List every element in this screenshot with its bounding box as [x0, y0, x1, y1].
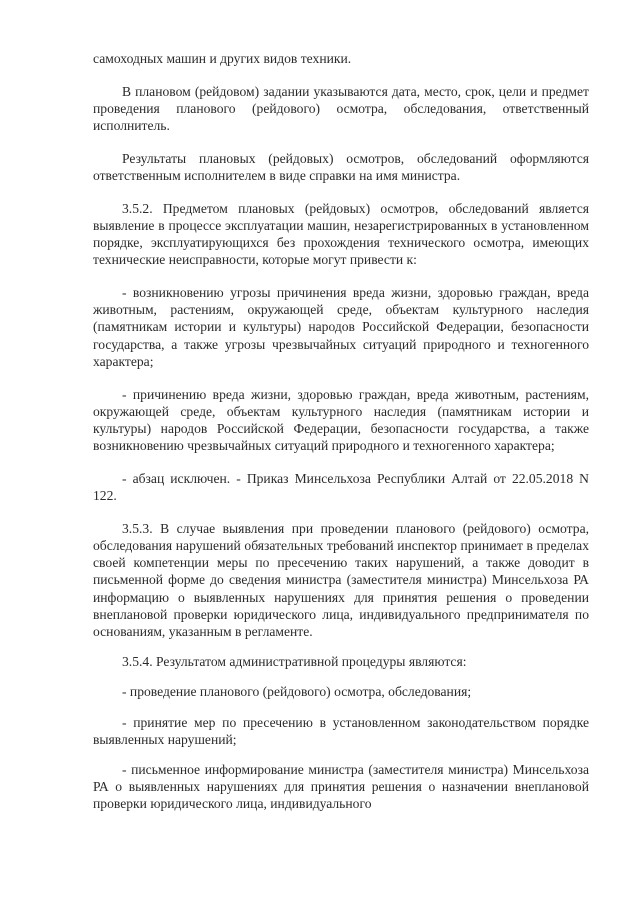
list-item-harm: - причинению вреда жизни, здоровью граждан, вреда животным, растениям, окружающей среде, объектам культурного наследия (памятникам истории и культуры) народов Российской Федерации, безопасности государства, а также возникновению чрезвычайных ситуаций природного и техногенного характера;: [93, 386, 589, 454]
list-item-excluded: - абзац исключен. - Приказ Минсельхоза Республики Алтай от 22.05.2018 N 122.: [93, 470, 589, 504]
list-item-threat: - возникновению угрозы причинения вреда жизни, здоровью граждан, вреда животным, растениям, окружающей среде, объектам культурного наследия (памятникам истории и культуры) народов Российской Федерации, безопасности государства, а также угрозы чрезвычайных ситуаций природного и техногенного характера;: [93, 285, 589, 369]
paragraph-3-5-2: 3.5.2. Предметом плановых (рейдовых) осмотров, обследований является выявление в процессе эксплуатации машин, незарегистрированных в установленном порядке, эксплуатирующихся без прохождения технического осмотра, имеющих технические неисправности, которые могут привести к:: [93, 200, 589, 268]
paragraph-raid-task: В плановом (рейдовом) задании указываются дата, место, срок, цели и предмет проведения планового (рейдового) осмотра, обследования, ответственный исполнитель.: [93, 83, 589, 134]
list-item-inspection: - проведение планового (рейдового) осмотра, обследования;: [122, 684, 472, 700]
paragraph-3-5-3: 3.5.3. В случае выявления при проведении планового (рейдового) осмотра, обследования нарушений обязательных требований инспектор принимает в пределах своей компетенции меры по пресечению таких нарушений, а также доводит в письменной форме до сведения министра (заместителя министра) Минсельхоза РА информацию о выявленных нарушениях для принятия решения о проведении внеплановой проверки юридического лица, индивидуального предпринимателя по основаниям, указанным в регламенте.: [93, 520, 589, 639]
list-item-measures: - принятие мер по пресечению в установленном законодательством порядке выявленных нарушений;: [93, 714, 589, 747]
list-item-informing: - письменное информирование министра (заместителя министра) Минсельхоза РА о выявленных нарушениях для принятия решения о назначении внеплановой проверки юридического лица, индивидуального: [93, 762, 589, 812]
paragraph-continuation: самоходных машин и других видов техники.: [93, 51, 352, 66]
paragraph-3-5-4: 3.5.4. Результатом административной процедуры являются:: [122, 654, 467, 670]
document-body: [93, 50, 589, 813]
paragraph-raid-results: Результаты плановых (рейдовых) осмотров, обследований оформляются ответственным исполнителем в виде справки на имя министра.: [93, 150, 589, 184]
